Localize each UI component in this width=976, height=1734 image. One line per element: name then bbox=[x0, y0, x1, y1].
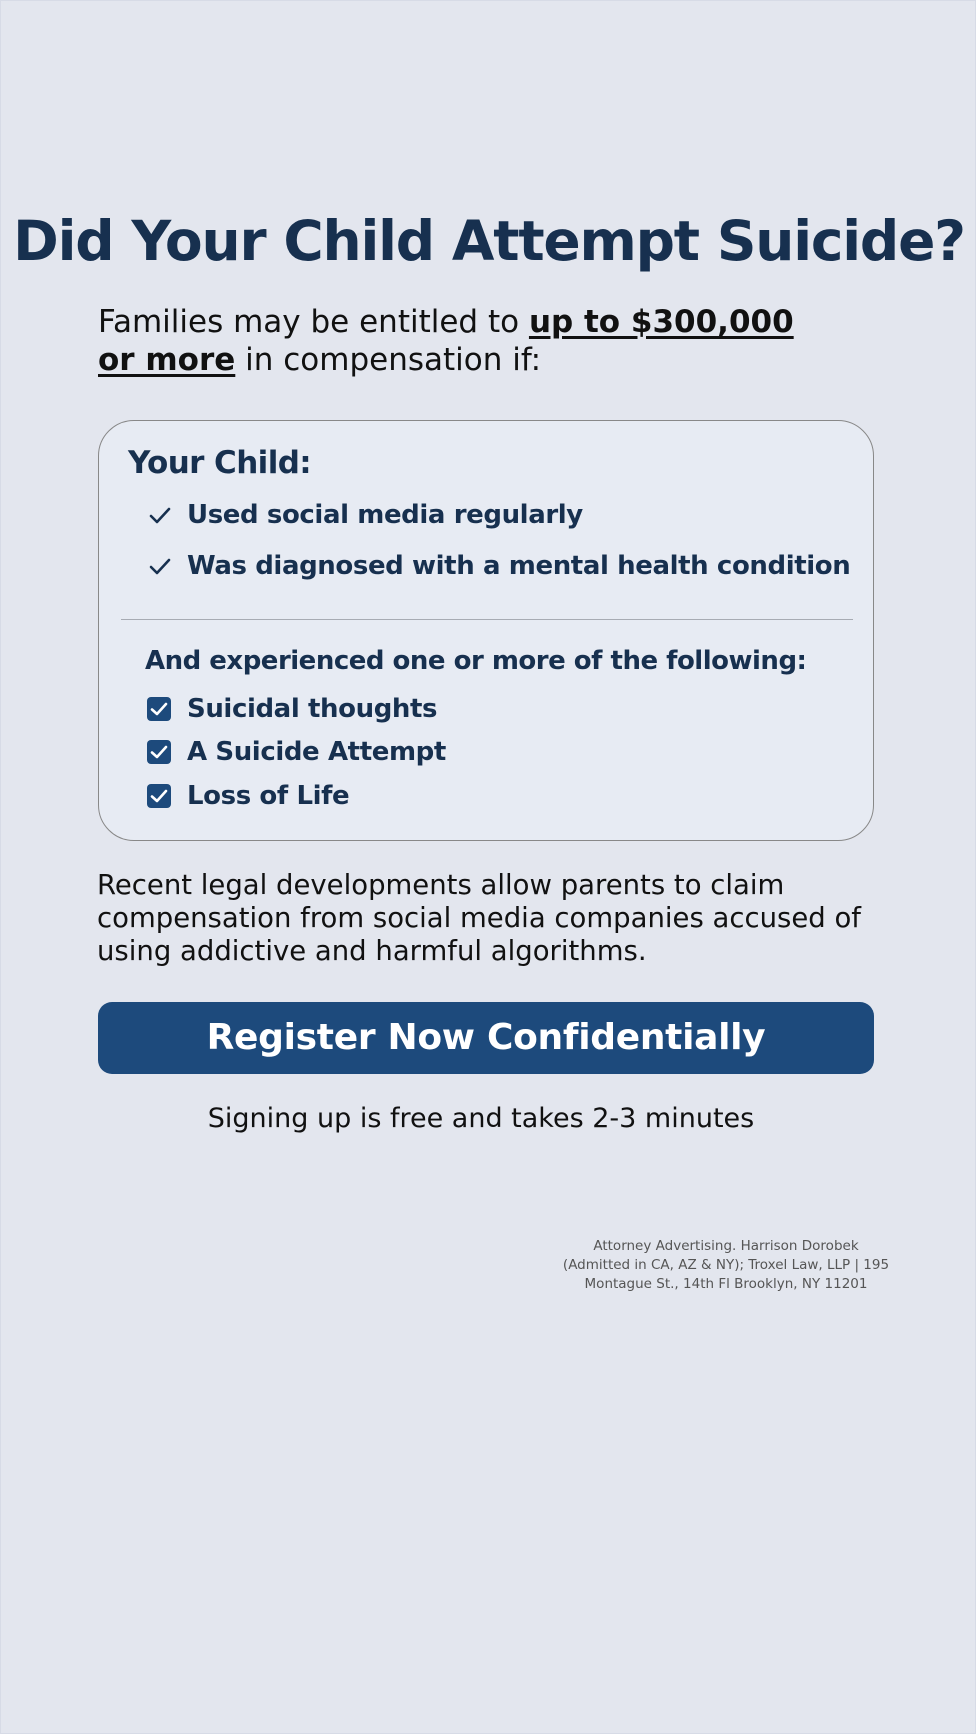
experience-item bbox=[147, 734, 446, 770]
experience-item bbox=[147, 778, 349, 814]
intro-text-before: Families may be entitled to bbox=[98, 304, 529, 340]
register-button[interactable]: Register Now Confidentially bbox=[98, 1002, 874, 1074]
checked-checkbox-icon bbox=[147, 784, 171, 808]
experience-item-label: Suicidal thoughts bbox=[187, 694, 438, 724]
criteria-item-label: Used social media regularly bbox=[187, 500, 583, 530]
attorney-disclaimer: Attorney Advertising. Harrison Dorobek (Admitted in CA, AZ & NY); Troxel Law, LLP | 195 Montague St., 14th Fl Brooklyn, NY 11201 bbox=[562, 1238, 890, 1292]
legal-developments-text: Recent legal developments allow parents to claim compensation from social media companies accused of using addictive and harmful algorithms. bbox=[97, 869, 861, 967]
criteria-item-label: Was diagnosed with a mental health condition bbox=[187, 551, 851, 581]
checked-checkbox-icon bbox=[147, 740, 171, 764]
experience-item-label: Loss of Life bbox=[187, 781, 350, 811]
criteria-divider bbox=[121, 619, 853, 620]
criteria-heading: Your Child: bbox=[128, 445, 312, 481]
experience-item-label: A Suicide Attempt bbox=[187, 737, 446, 767]
checked-checkbox-icon bbox=[147, 697, 171, 721]
experiences-heading: And experienced one or more of the following: bbox=[145, 646, 807, 676]
experience-item bbox=[147, 691, 437, 727]
eligibility-criteria-card bbox=[98, 420, 874, 841]
signup-note: Signing up is free and takes 2-3 minutes bbox=[207, 1103, 755, 1134]
compensation-amount: up to $300,000 or more bbox=[98, 304, 794, 378]
criteria-item bbox=[147, 497, 583, 533]
criteria-item bbox=[147, 548, 850, 584]
intro-text-after: in compensation if: bbox=[235, 342, 542, 378]
page-title: Did Your Child Attempt Suicide? bbox=[13, 209, 965, 273]
compensation-intro bbox=[98, 303, 818, 379]
checkmark-icon bbox=[147, 502, 173, 528]
checkmark-icon bbox=[147, 553, 173, 579]
